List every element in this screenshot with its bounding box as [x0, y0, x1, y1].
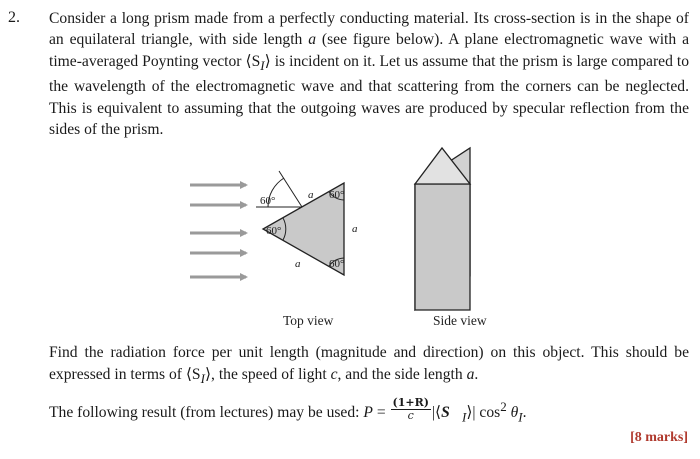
caption-top-view: Top view — [283, 313, 334, 328]
fraction-denominator: c — [407, 409, 414, 423]
poynting-symbol-task: $⟨S_I⟩$ — [185, 365, 212, 386]
angle-label-right-top: 60° — [329, 189, 345, 201]
intro-text-2: (see figure below). A plane electromagnetic wave with a time-averaged Poynting vector — [49, 31, 689, 70]
side-label-bottom: a — [295, 258, 301, 270]
side-length-symbol: a — [308, 31, 317, 49]
angle-label-top: 60° — [260, 195, 276, 207]
hint-equation: The following result (from lectures) may be used: P = $\frac{(1+R)}{c}$ $|⟨S⃗_I⟩|$ $\cos^2 \theta_I$. — [49, 396, 527, 425]
fraction — [391, 397, 431, 422]
intro-text-3: is incident on it. Let us assume that the prism is large compared to the wavelength of the electromagnetic wave and that scattering from the corners can be neglected. This is equivalent to assuming that the outgoing waves are produced by specular reflection from the sides of the prism. — [49, 52, 690, 139]
angle-label-left: 60° — [266, 225, 282, 237]
speed-of-light-symbol: c — [330, 365, 338, 383]
marks-badge: [8 marks] — [630, 430, 688, 445]
prism-front-face — [415, 184, 470, 310]
caption-side-view: Side view — [433, 313, 487, 328]
question-task: Find the radiation force per unit length (magnitude and direction) on this object. This should be expressed in terms of $⟨S_I⟩$, the speed of light c, and the side length a. — [49, 344, 689, 386]
intro-text-1: Consider a long prism made from a perfectly conducting material. Its cross-section is in the shape of an equilateral triangle, with side length — [49, 10, 689, 49]
side-length-symbol-task: a — [466, 365, 475, 383]
side-label-right: a — [352, 223, 358, 235]
question-intro — [49, 8, 689, 141]
poynting-symbol: $⟨S_I⟩$ — [245, 52, 271, 73]
prism-side-view — [415, 148, 470, 310]
poynting-vector-symbol: S⃗ — [441, 404, 462, 422]
angle-label-bottom: 60° — [329, 258, 345, 270]
question-number: 2. — [8, 9, 20, 26]
side-label-top: a — [308, 189, 314, 201]
incident-wave-arrows — [190, 185, 246, 277]
fraction-numerator: (1+R) — [392, 396, 429, 410]
pressure-symbol: P — [363, 404, 373, 422]
surface-normal — [279, 171, 302, 207]
prism-figure — [180, 140, 520, 340]
